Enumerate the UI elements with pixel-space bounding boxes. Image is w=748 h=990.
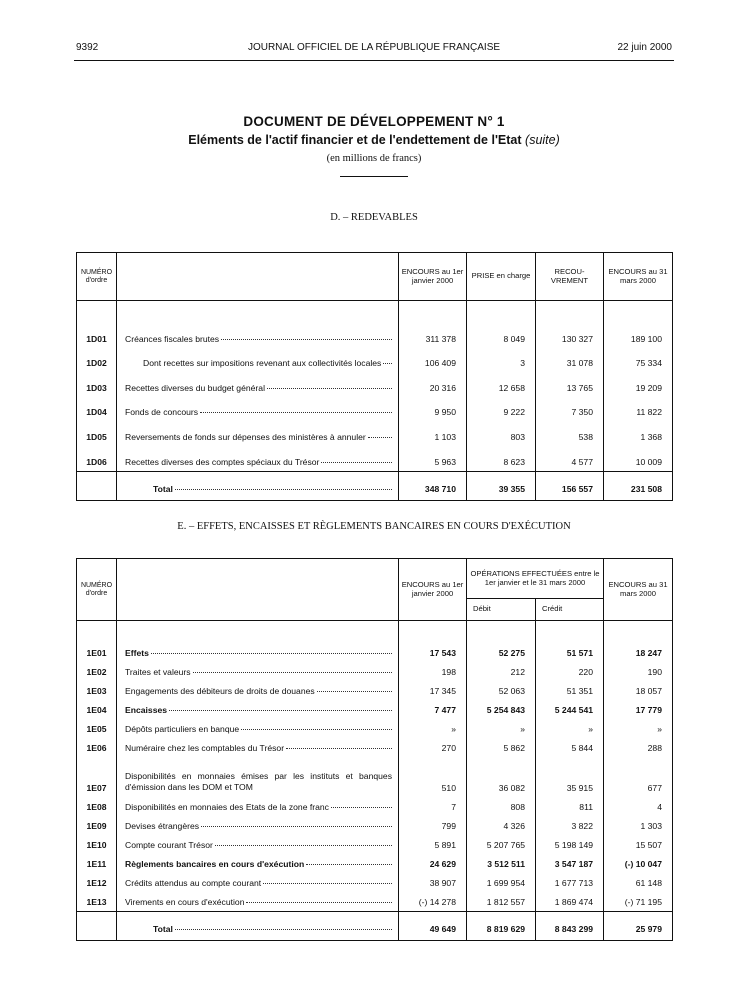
cell-encours-debut: (-) 14 278	[399, 892, 467, 912]
row-code: 1E09	[77, 816, 117, 835]
cell-encours-fin: 18 057	[604, 681, 673, 700]
cell-encours-debut: 198	[399, 662, 467, 681]
table-row	[77, 397, 673, 422]
cell-recouvrement: 13 765	[536, 372, 604, 397]
row-label: Dépôts particuliers en banque	[125, 724, 240, 734]
table-row	[77, 854, 673, 873]
cell-debit: 1 699 954	[467, 873, 536, 892]
row-label: Recettes diverses du budget général	[125, 382, 265, 393]
cell-encours-fin: 190	[604, 662, 673, 681]
cell-encours-fin: 189 100	[604, 323, 673, 348]
row-code: 1E12	[77, 873, 117, 892]
table-redevables	[76, 252, 673, 501]
total-row	[77, 912, 673, 941]
cell-encours-debut: 799	[399, 816, 467, 835]
cell-debit: 36 082	[467, 757, 536, 797]
cell-recouvrement: 4 577	[536, 446, 604, 471]
cell-encours-fin: 4	[604, 797, 673, 816]
cell-recouvrement: 7 350	[536, 397, 604, 422]
row-label: Numéraire chez les comptables du Trésor	[125, 743, 285, 753]
col-label	[117, 559, 399, 621]
col-recouvrement: RECOU- VREMENT	[536, 253, 604, 301]
row-label: Compte courant Trésor	[125, 840, 213, 850]
row-label: Disponibilités en monnaies des Etats de la zone franc	[125, 802, 329, 812]
cell-encours-debut: 38 907	[399, 873, 467, 892]
table-row	[77, 643, 673, 662]
cell-encours-fin: 677	[604, 757, 673, 797]
table-row	[77, 816, 673, 835]
cell-prise: 12 658	[467, 372, 536, 397]
section-e-heading: E. – EFFETS, ENCAISSES ET RÈGLEMENTS BANCAIRES EN COURS D'EXÉCUTION	[177, 521, 571, 532]
cell-encours-fin: 1 368	[604, 421, 673, 446]
cell-credit: 811	[536, 797, 604, 816]
journal-name: JOURNAL OFFICIEL DE LA RÉPUBLIQUE FRANÇAISE	[247, 42, 501, 53]
running-header	[76, 42, 672, 58]
row-code: 1E07	[77, 757, 117, 797]
cell-encours-fin: 10 009	[604, 446, 673, 471]
row-code: 1E04	[77, 700, 117, 719]
cell-encours-fin: 15 507	[604, 835, 673, 854]
total-label: Total	[153, 924, 173, 934]
cell-credit: 5 198 149	[536, 835, 604, 854]
col-credit: Crédit	[536, 599, 604, 621]
cell-debit: »	[467, 719, 536, 738]
cell-prise: 9 222	[467, 397, 536, 422]
header-rule	[74, 60, 674, 61]
table-row	[77, 738, 673, 757]
table-row	[77, 421, 673, 446]
cell-debit: 1 812 557	[467, 892, 536, 912]
row-label: Devises étrangères	[125, 821, 200, 831]
row-label: Crédits attendus au compte courant	[125, 878, 262, 888]
total-encours-fin: 25 979	[604, 912, 673, 941]
row-label: Virements en cours d'exécution	[125, 897, 245, 907]
row-label: Traites et valeurs	[125, 667, 191, 677]
cell-debit: 5 207 765	[467, 835, 536, 854]
cell-credit: 35 915	[536, 757, 604, 797]
row-label: Effets	[125, 648, 149, 658]
row-code: 1D04	[77, 397, 117, 422]
row-label: Règlements bancaires en cours d'exécution	[125, 859, 305, 869]
table-row	[77, 348, 673, 373]
cell-debit: 3 512 511	[467, 854, 536, 873]
cell-encours-debut: 106 409	[399, 348, 467, 373]
page-number: 9392	[76, 42, 99, 53]
unit-note: (en millions de francs)	[326, 153, 422, 164]
table-effets-encaisses	[76, 558, 673, 941]
cell-credit: »	[536, 719, 604, 738]
cell-encours-fin: 11 822	[604, 397, 673, 422]
table-row	[77, 892, 673, 912]
row-code: 1D01	[77, 323, 117, 348]
cell-encours-debut: 7 477	[399, 700, 467, 719]
cell-debit: 52 275	[467, 643, 536, 662]
cell-encours-debut: 17 543	[399, 643, 467, 662]
spacer-row	[77, 301, 673, 324]
total-encours-debut: 348 710	[399, 471, 467, 500]
row-code: 1E06	[77, 738, 117, 757]
cell-encours-debut: 270	[399, 738, 467, 757]
cell-encours-fin: 17 779	[604, 700, 673, 719]
row-code: 1E11	[77, 854, 117, 873]
cell-encours-debut: 24 629	[399, 854, 467, 873]
row-code: 1E01	[77, 643, 117, 662]
cell-prise: 803	[467, 421, 536, 446]
row-label: Encaisses	[125, 705, 168, 715]
row-label: Reversements de fonds sur dépenses des ministères à annuler	[125, 431, 366, 442]
cell-prise: 8 049	[467, 323, 536, 348]
header-date: 22 juin 2000	[617, 42, 672, 53]
cell-recouvrement: 130 327	[536, 323, 604, 348]
row-label: Fonds de concours	[125, 407, 199, 418]
table-row	[77, 681, 673, 700]
cell-credit: 5 244 541	[536, 700, 604, 719]
cell-encours-debut: 5 963	[399, 446, 467, 471]
cell-encours-debut: 20 316	[399, 372, 467, 397]
row-code: 1E10	[77, 835, 117, 854]
cell-encours-fin: 75 334	[604, 348, 673, 373]
cell-debit: 212	[467, 662, 536, 681]
table-row	[77, 719, 673, 738]
table-row	[77, 446, 673, 471]
col-numero: NUMÉRO d'ordre	[77, 253, 117, 301]
subtitle-text: Eléments de l'actif financier et de l'endettement de l'Etat	[188, 133, 522, 147]
title-rule	[340, 176, 408, 177]
table-row	[77, 873, 673, 892]
cell-encours-fin: »	[604, 719, 673, 738]
section-d-heading: D. – REDEVABLES	[330, 212, 418, 223]
col-operations: OPÉRATIONS EFFECTUÉES entre le 1er janvier et le 31 mars 2000	[467, 559, 604, 599]
col-debit: Débit	[467, 599, 536, 621]
row-code: 1E13	[77, 892, 117, 912]
col-numero: NUMÉRO d'ordre	[77, 559, 117, 621]
cell-debit: 5 254 843	[467, 700, 536, 719]
col-prise: PRISE en charge	[467, 253, 536, 301]
cell-encours-debut: »	[399, 719, 467, 738]
cell-credit: 5 844	[536, 738, 604, 757]
subtitle-suffix: (suite)	[525, 133, 560, 147]
col-label	[117, 253, 399, 301]
row-label: Disponibilités en monnaies émises par les instituts et banques d'émission dans les DOM et TOM	[125, 771, 392, 792]
total-encours-debut: 49 649	[399, 912, 467, 941]
cell-credit: 51 571	[536, 643, 604, 662]
table-row	[77, 835, 673, 854]
row-code: 1E03	[77, 681, 117, 700]
row-code: 1D06	[77, 446, 117, 471]
col-encours-debut: ENCOURS au 1er janvier 2000	[399, 253, 467, 301]
cell-recouvrement: 31 078	[536, 348, 604, 373]
total-encours-fin: 231 508	[604, 471, 673, 500]
cell-encours-debut: 311 378	[399, 323, 467, 348]
total-prise: 39 355	[467, 471, 536, 500]
row-label: Recettes diverses des comptes spéciaux du Trésor	[125, 456, 320, 467]
table-row	[77, 757, 673, 797]
cell-credit: 3 547 187	[536, 854, 604, 873]
cell-debit: 5 862	[467, 738, 536, 757]
cell-debit: 808	[467, 797, 536, 816]
row-label: Dont recettes sur impositions revenant aux collectivités locales	[143, 358, 382, 369]
cell-debit: 4 326	[467, 816, 536, 835]
spacer-row	[77, 621, 673, 644]
document-title: DOCUMENT DE DÉVELOPPEMENT N° 1	[243, 114, 505, 129]
cell-encours-debut: 7	[399, 797, 467, 816]
cell-encours-debut: 9 950	[399, 397, 467, 422]
document-subtitle	[74, 133, 674, 147]
row-code: 1E05	[77, 719, 117, 738]
cell-credit: 1 677 713	[536, 873, 604, 892]
cell-credit: 220	[536, 662, 604, 681]
col-encours-debut: ENCOURS au 1er janvier 2000	[399, 559, 467, 621]
total-debit: 8 819 629	[467, 912, 536, 941]
cell-credit: 51 351	[536, 681, 604, 700]
total-row	[77, 471, 673, 500]
cell-credit: 3 822	[536, 816, 604, 835]
total-credit: 8 843 299	[536, 912, 604, 941]
row-label: Créances fiscales brutes	[125, 333, 220, 344]
table-row	[77, 797, 673, 816]
row-code: 1E08	[77, 797, 117, 816]
col-encours-fin: ENCOURS au 31 mars 2000	[604, 559, 673, 621]
cell-encours-fin: 18 247	[604, 643, 673, 662]
cell-encours-fin: 288	[604, 738, 673, 757]
cell-encours-debut: 1 103	[399, 421, 467, 446]
table-row	[77, 323, 673, 348]
cell-encours-fin: 61 148	[604, 873, 673, 892]
cell-prise: 8 623	[467, 446, 536, 471]
row-code: 1E02	[77, 662, 117, 681]
cell-prise: 3	[467, 348, 536, 373]
table-row	[77, 662, 673, 681]
table-row	[77, 372, 673, 397]
cell-debit: 52 063	[467, 681, 536, 700]
cell-encours-fin: (-) 10 047	[604, 854, 673, 873]
cell-credit: 1 869 474	[536, 892, 604, 912]
cell-encours-fin: 19 209	[604, 372, 673, 397]
row-code: 1D03	[77, 372, 117, 397]
col-encours-fin: ENCOURS au 31 mars 2000	[604, 253, 673, 301]
table-row	[77, 700, 673, 719]
cell-encours-debut: 5 891	[399, 835, 467, 854]
cell-encours-debut: 17 345	[399, 681, 467, 700]
cell-encours-debut: 510	[399, 757, 467, 797]
row-label: Engagements des débiteurs de droits de douanes	[125, 686, 315, 696]
row-code: 1D02	[77, 348, 117, 373]
cell-recouvrement: 538	[536, 421, 604, 446]
total-recouvrement: 156 557	[536, 471, 604, 500]
row-code: 1D05	[77, 421, 117, 446]
cell-encours-fin: (-) 71 195	[604, 892, 673, 912]
total-label: Total	[153, 483, 173, 494]
cell-encours-fin: 1 303	[604, 816, 673, 835]
